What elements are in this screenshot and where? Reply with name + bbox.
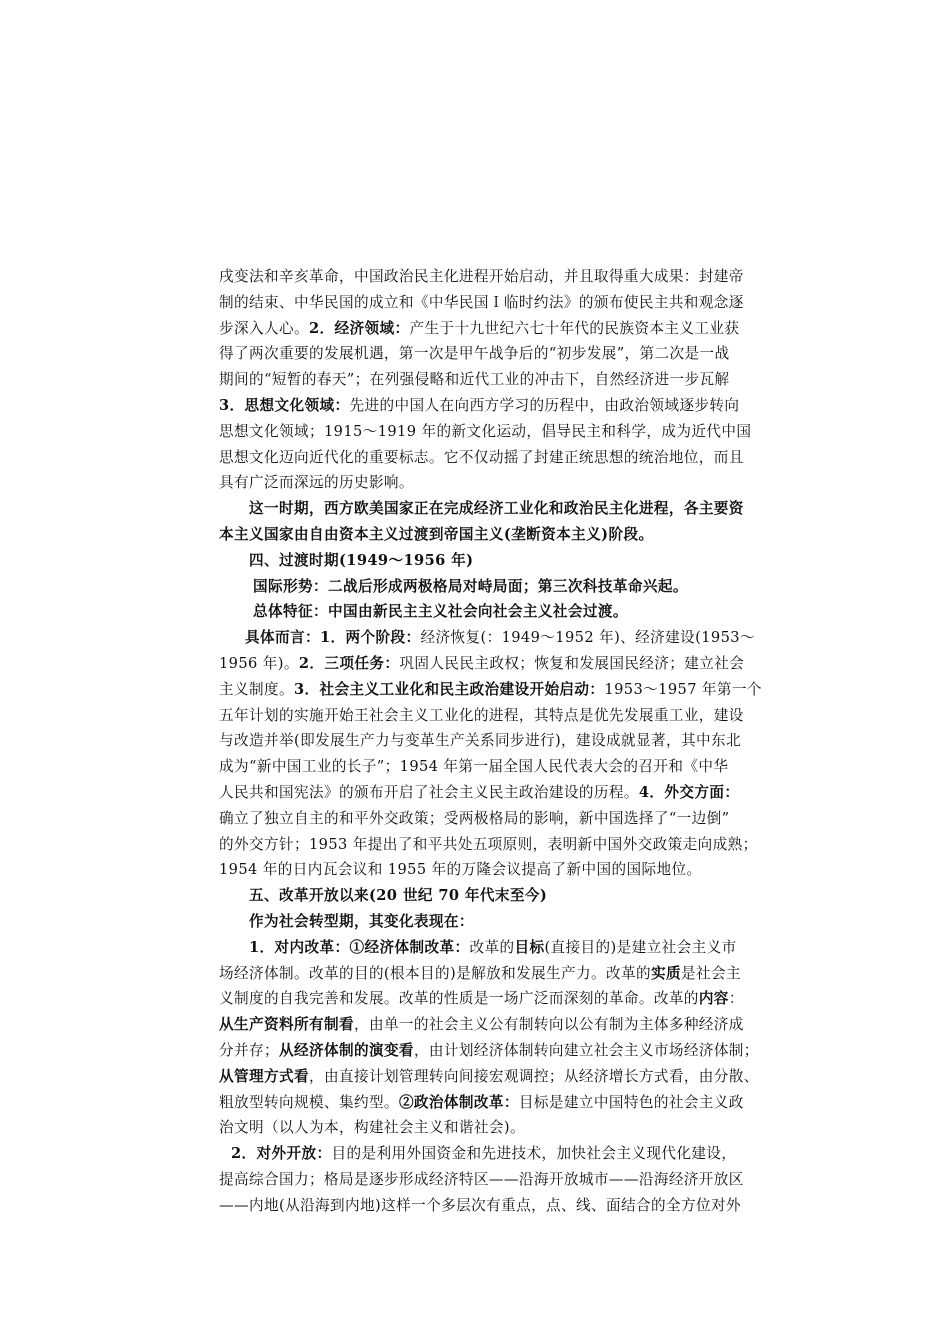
text-line: 思想文化迈向近代化的重要标志。它不仅动摇了封建正统思想的统治地位，而且 bbox=[219, 448, 744, 466]
text-line: 提高综合国力；格局是逐步形成经济特区——沿海开放城市——沿海经济开放区 bbox=[219, 1170, 744, 1188]
heading-diplomacy: 4．外交方面： bbox=[638, 783, 740, 801]
text-run: 改革的 bbox=[469, 938, 515, 956]
text-run: 产生于十九世纪六七十年代的民族资本主义工业获 bbox=[409, 319, 740, 337]
text-line: 成为“新中国工业的长子”；1954 年第一届全国人民代表大会的召开和《中华 bbox=[219, 758, 729, 776]
text-line: 得了两次重要的发展机遇，第一次是甲午战争后的“初步发展”，第二次是一战 bbox=[219, 345, 730, 363]
text-line bbox=[219, 316, 803, 342]
text-run: 场经济体制。改革的目的(根本目的)是解放和发展生产力。改革的 bbox=[219, 964, 652, 982]
heading-two-stages: 具体而言：1．两个阶段： bbox=[245, 629, 421, 647]
heading-political-reform: ②政治体制改革： bbox=[398, 1093, 519, 1111]
heading-domestic-reform: 1．对内改革：①经济体制改革： bbox=[249, 938, 470, 956]
text-run: 主义制度。 bbox=[219, 680, 294, 698]
heading-three-tasks: 2．三项任务： bbox=[298, 654, 400, 672]
text-run: (直接目的)是建立社会主义市 bbox=[544, 938, 737, 956]
text-run: ，由计划经济体制转向建立社会主义市场经济体制； bbox=[413, 1041, 759, 1059]
emphasis-management: 从管理方式看 bbox=[219, 1067, 309, 1085]
text-line: 确立了独立自主的和平外交政策；受两极格局的影响，新中国选择了“一边倒” bbox=[219, 809, 730, 827]
section-heading-5: 五、改革开放以来(20 世纪 70 年代末至今) bbox=[249, 887, 548, 905]
text-line: 1954 年的日内瓦会议和 1955 年的万隆会议提高了新中国的国际地位。 bbox=[219, 861, 702, 879]
text-line bbox=[219, 625, 803, 651]
text-run: 分并存； bbox=[219, 1041, 279, 1059]
text-run: 1953～1957 年第一个 bbox=[604, 680, 762, 698]
section-heading-4: 四、过渡时期(1949～1956 年) bbox=[249, 551, 474, 569]
text-run: 粗放型转向规模、集约型。 bbox=[219, 1093, 399, 1111]
text-run: 巩固人民民主政权；恢复和发展国民经济；建立社会 bbox=[399, 654, 745, 672]
text-line bbox=[219, 935, 803, 961]
text-run: 是社会主 bbox=[681, 964, 741, 982]
emphasis-ownership: 从生产资料所有制看 bbox=[219, 1016, 354, 1034]
emphasis-content: 内容 bbox=[698, 990, 729, 1008]
text-line bbox=[219, 1141, 803, 1167]
text-run: ，由直接计划管理转向间接宏观调控；从经济增长方式看，由分散、 bbox=[308, 1067, 759, 1085]
text-line: 戌变法和辛亥革命，中国政治民主化进程开始启动，并且取得重大成果：封建帝 bbox=[219, 268, 744, 285]
text-run: ，由单一的社会主义公有制转向以公有制为主体多种经济成 bbox=[353, 1016, 744, 1034]
emphasis-economic-system: 从经济体制的演变看 bbox=[278, 1041, 414, 1059]
text-run: ： bbox=[728, 990, 744, 1008]
text-run: 人民共和国宪法》的颁布开启了社会主义民主政治建设的历程。 bbox=[219, 783, 639, 801]
emphasis-goal: 目标 bbox=[514, 938, 545, 956]
bold-paragraph-line: 作为社会转型期，其变化表现在： bbox=[249, 912, 474, 930]
text-line bbox=[219, 1012, 803, 1038]
document-page bbox=[219, 264, 803, 1218]
text-line bbox=[219, 986, 803, 1012]
heading-opening-up: 2．对外开放： bbox=[231, 1145, 332, 1163]
general-features-line: 总体特征：中国由新民主主义社会向社会主义社会过渡。 bbox=[253, 603, 628, 621]
text-line: 思想文化领域；1915～1919 年的新文化运动，倡导民主和科学，成为近代中国 bbox=[219, 422, 752, 440]
text-line: 的外交方针；1953 年提出了和平共处五项原则，表明新中国外交政策走向成熟； bbox=[219, 835, 758, 853]
text-line bbox=[219, 393, 803, 419]
text-line bbox=[219, 1090, 803, 1116]
bold-paragraph-line: 本主义国家由自由资本主义过渡到帝国主义(垄断资本主义)阶段。 bbox=[219, 525, 654, 543]
text-line bbox=[219, 651, 803, 677]
text-run: 目标是建立中国特色的社会主义政 bbox=[518, 1093, 744, 1111]
international-situation-line: 国际形势：二战后形成两极格局对峙局面；第三次科技革命兴起。 bbox=[253, 577, 688, 595]
text-line bbox=[219, 1064, 803, 1090]
heading-economic-field: 2．经济领域： bbox=[308, 319, 410, 337]
text-run: 目的是利用外国资金和先进技术，加快社会主义现代化建设， bbox=[331, 1145, 737, 1163]
bold-paragraph-line: 这一时期，西方欧美国家正在完成经济工业化和政治民主化进程，各主要资 bbox=[249, 500, 744, 518]
text-line: 制的结束、中华民国的成立和《中华民国Ｉ临时约法》的颁布使民主共和观念逐 bbox=[219, 293, 744, 311]
heading-culture-field: 3．思想文化领域： bbox=[219, 396, 350, 414]
text-line bbox=[219, 1038, 803, 1064]
emphasis-essence: 实质 bbox=[651, 964, 682, 982]
text-line bbox=[219, 780, 803, 806]
text-run: 1956 年)。 bbox=[219, 654, 299, 672]
text-line: 五年计划的实施开始王社会主义工业化的进程，其特点是优先发展重工业，建设 bbox=[219, 706, 744, 724]
text-run: 义制度的自我完善和发展。改革的性质是一场广泛而深刻的革命。改革的 bbox=[219, 990, 699, 1008]
text-line: 治文明（以人为本，构建社会主义和谐社会)。 bbox=[219, 1119, 525, 1137]
text-run: 步深入人心。 bbox=[219, 319, 309, 337]
text-run: 先进的中国人在向西方学习的历程中，由政治领域逐步转向 bbox=[349, 396, 740, 414]
text-line bbox=[219, 961, 803, 987]
text-line bbox=[219, 677, 803, 703]
text-line: 具有广泛而深远的历史影响。 bbox=[219, 474, 414, 492]
text-line: 期间的“短暂的春天”；在列强侵略和近代工业的冲击下，自然经济进一步瓦解 bbox=[219, 371, 730, 389]
heading-industrialization: 3．社会主义工业化和民主政治建设开始启动： bbox=[293, 680, 605, 698]
text-line: ——内地(从沿海到内地)这样一个多层次有重点，点、线、面结合的全方位对外 bbox=[219, 1196, 741, 1214]
text-line: 与改造并举(即发展生产力与变革生产关系同步进行)，建设成就显著，其中东北 bbox=[219, 732, 741, 750]
text-run: 经济恢复(：1949～1952 年)、经济建设(1953～ bbox=[420, 629, 755, 647]
